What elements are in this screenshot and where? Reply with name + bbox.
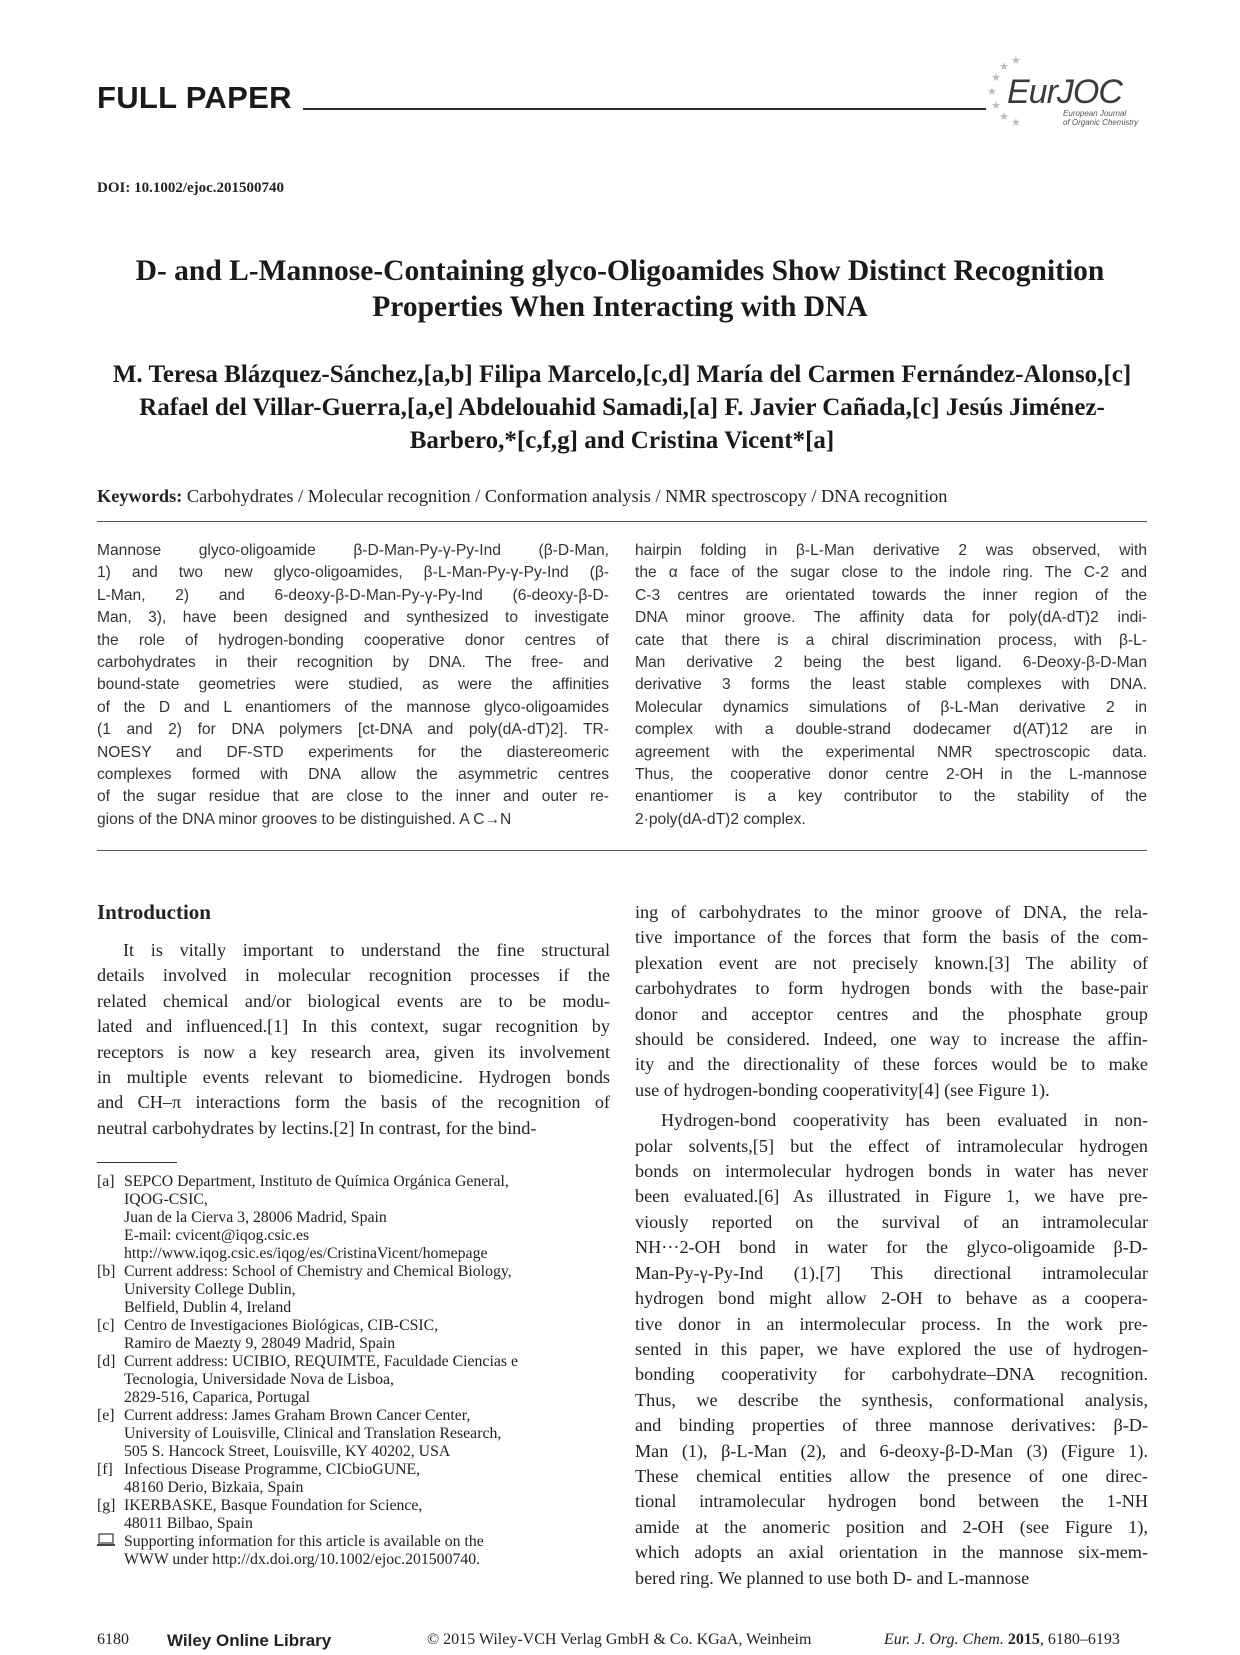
svg-text:★: ★	[999, 111, 1009, 123]
text-line: lated and influenced.[1] In this context, sugar recognition by	[97, 1016, 610, 1037]
text-line: and binding properties of three mannose derivatives: β-D-	[635, 1415, 1148, 1436]
text-line: Molecular dynamics simulations of β-L-Man derivative 2 in	[635, 698, 1147, 716]
author-line: M. Teresa Blázquez-Sánchez,[a,b] Filipa Marcelo,[c,d] María del Carmen Fernández-Alonso,[c]	[112, 361, 1132, 388]
journal-pages: , 6180–6193	[1039, 1631, 1120, 1648]
svg-text:★: ★	[1011, 55, 1021, 67]
text-line: the α face of the sugar close to the indole ring. The C-2 and	[635, 564, 1147, 582]
wiley-online-library-link[interactable]: Wiley Online Library	[167, 1631, 332, 1650]
text-line: enantiomer is a key contributor to the stability of the	[635, 788, 1147, 806]
svg-text:★: ★	[991, 72, 1001, 84]
text-line: bonds on intermolecular hydrogen bonds in water has never	[635, 1161, 1148, 1182]
text-line: polar solvents,[5] but the effect of intramolecular hydrogen	[635, 1135, 1148, 1156]
footnote-tag: [a]	[97, 1173, 115, 1190]
text-line: carbohydrates in their recognition by DNA. The free- and	[97, 654, 609, 672]
footnote-tag: [f]	[97, 1461, 113, 1478]
paragraph	[635, 900, 1148, 1103]
copyright: © 2015 Wiley-VCH Verlag GmbH & Co. KGaA, Weinheim	[427, 1631, 812, 1648]
text-line: been evaluated.[6] As illustrated in Figure 1, we have pre-	[635, 1186, 1148, 1207]
author-list	[97, 358, 1147, 457]
author-line: Rafael del Villar-Guerra,[a,e] Abdelouahid Samadi,[a] F. Javier Cañada,[c] Jesús Jiménez-	[139, 394, 1105, 421]
header-rule	[303, 108, 986, 110]
journal-logo	[985, 55, 1155, 130]
text-line: tive donor in an intermolecular process. In the work pre-	[635, 1313, 1148, 1334]
journal-citation	[884, 1631, 1120, 1649]
affiliation-footnotes	[97, 1173, 609, 1569]
text-line: the role of hydrogen-bonding cooperative donor centres of	[97, 631, 609, 649]
footnote-line: E-mail: cvicent@iqog.csic.es	[124, 1227, 310, 1244]
svg-text:★: ★	[999, 61, 1009, 73]
footnote-line: 505 S. Hancock Street, Louisville, KY 40202, USA	[124, 1443, 451, 1460]
text-line: which adopts an axial orientation in the mannose six-mem-	[635, 1542, 1148, 1563]
svg-text:★: ★	[1011, 117, 1021, 129]
footnote-line: Juan de la Cierva 3, 28006 Madrid, Spain	[124, 1209, 387, 1226]
footnote	[97, 1461, 609, 1497]
logo-wordmark: EurJOC	[1007, 73, 1122, 111]
footnote-line: Infectious Disease Programme, CICbioGUNE,	[124, 1461, 421, 1478]
text-line: neutral carbohydrates by lectins.[2] In contrast, for the bind-	[97, 1117, 537, 1138]
text-line: bered ring. We planned to use both D- and L-mannose	[635, 1567, 1030, 1588]
text-line: 2·poly(dA-dT)2 complex.	[635, 810, 806, 828]
footnote-line: Ramiro de Maezty 9, 28049 Madrid, Spain	[124, 1335, 396, 1352]
journal-name: Eur. J. Org. Chem.	[884, 1631, 1004, 1648]
section-heading: Introduction	[97, 900, 211, 924]
text-line: 1) and two new glyco-oligoamides, β-L-Man-Py-γ-Py-Ind (β-	[97, 564, 609, 582]
svg-text:★: ★	[991, 100, 1001, 112]
text-line: complex with a double-strand dodecamer d(AT)12 are in	[635, 721, 1147, 739]
text-line: details involved in molecular recognition processes if the	[97, 965, 610, 986]
abstract-bottom-rule	[97, 850, 1147, 851]
footnote-tag: [e]	[97, 1407, 115, 1424]
footnote-line: IQOG-CSIC,	[124, 1191, 208, 1208]
footnote-line: http://www.iqog.csic.es/iqog/es/CristinaVicent/homepage	[124, 1245, 488, 1262]
text-line: and CH–π interactions form the basis of the recognition of	[97, 1092, 610, 1113]
footnote	[97, 1497, 609, 1533]
text-line: cate that there is a chiral discrimination process, with β-L-	[635, 631, 1147, 649]
text-line: NH···2-OH bond in water for the glyco-oligoamide β-D-	[635, 1237, 1148, 1258]
text-line: bonding cooperativity for carbohydrate–DNA recognition.	[635, 1364, 1148, 1385]
text-line: agreement with the experimental NMR spectroscopic data.	[635, 743, 1147, 761]
text-line: related chemical and/or biological events are to be modu-	[97, 990, 610, 1011]
footnote-line: Tecnologia, Universidade Nova de Lisboa,	[124, 1371, 394, 1388]
text-line: derivative 3 forms the least stable complexes with DNA.	[635, 676, 1147, 694]
footnote-line: Centro de Investigaciones Biológicas, CIB-CSIC,	[124, 1317, 439, 1334]
footnote-line: IKERBASKE, Basque Foundation for Science,	[124, 1497, 423, 1514]
footnote	[97, 1263, 609, 1317]
text-line: Man derivative 2 being the best ligand. 6-Deoxy-β-D-Man	[635, 654, 1147, 672]
text-line: viously reported on the survival of an intramolecular	[635, 1211, 1148, 1232]
text-line: of the D and L enantiomers of the mannose glyco-oligoamides	[97, 698, 609, 716]
keywords-label: Keywords:	[97, 486, 183, 506]
article-title	[100, 253, 1140, 325]
text-line: amide at the anomeric position and 2-OH (see Figure 1),	[635, 1516, 1148, 1537]
keywords	[97, 486, 947, 507]
doi: DOI: 10.1002/ejoc.201500740	[97, 180, 285, 196]
text-line: Man-Py-γ-Py-Ind (1).[7] This directional intramolecular	[635, 1262, 1148, 1283]
footnote-tag: [b]	[97, 1263, 116, 1280]
abstract-right	[635, 540, 1147, 831]
abstract-left	[97, 540, 609, 831]
footnote-line: Current address: James Graham Brown Cancer Center,	[124, 1407, 471, 1424]
footnote	[97, 1407, 609, 1461]
text-line: (1 and 2) for DNA polymers [ct-DNA and poly(dA-dT)2]. TR-	[97, 721, 609, 739]
text-line: plexation event are not precisely known.[3] The ability of	[635, 952, 1148, 973]
text-line: of the sugar residue that are close to the inner and outer re-	[97, 788, 609, 806]
footnote-line: 48011 Bilbao, Spain	[124, 1515, 253, 1532]
text-line: use of hydrogen-bonding cooperativity[4] (see Figure 1).	[635, 1079, 1050, 1100]
text-line: donor and acceptor centres and the phosphate group	[635, 1003, 1148, 1024]
text-line: DNA minor groove. The affinity data for poly(dA-dT)2 indi-	[635, 609, 1147, 627]
footnote	[97, 1317, 609, 1353]
intro-left-column	[97, 938, 610, 1141]
section-label: FULL PAPER	[97, 80, 292, 115]
footnote-line: Belfield, Dublin 4, Ireland	[124, 1299, 292, 1316]
text-line: gions of the DNA minor grooves to be distinguished. A C→N	[97, 810, 512, 828]
abstract-top-rule	[97, 521, 1147, 522]
text-line: It is vitally important to understand the fine structural	[123, 940, 610, 960]
footnote	[97, 1353, 609, 1407]
journal-year: 2015	[1007, 1631, 1040, 1648]
text-line: Thus, the cooperative donor centre 2-OH in the L-mannose	[635, 766, 1147, 784]
text-line: NOESY and DF-STD experiments for the diastereomeric	[97, 743, 609, 761]
text-line: Mannose glyco-oligoamide β-D-Man-Py-γ-Py-Ind (β-D-Man,	[97, 542, 609, 559]
footnote-line: SEPCO Department, Instituto de Química Orgánica General,	[124, 1173, 509, 1190]
footnote-tag: [c]	[97, 1317, 115, 1334]
footnote-line: University College Dublin,	[124, 1281, 296, 1298]
text-line: complexes formed with DNA allow the asymmetric centres	[97, 766, 609, 784]
footnote-line: Current address: School of Chemistry and Chemical Biology,	[124, 1263, 512, 1280]
text-line: tive importance of the forces that form the basis of the com-	[635, 927, 1148, 948]
footnote-tag: [d]	[97, 1353, 116, 1370]
paragraph	[635, 1108, 1148, 1591]
footnote	[97, 1173, 609, 1263]
text-line: receptors is now a key research area, given its involvement	[97, 1041, 610, 1062]
text-line: These chemical entities allow the presence of one direc-	[635, 1465, 1148, 1486]
text-line: ity and the directionality of these forces would be to make	[635, 1054, 1148, 1075]
keywords-list: Carbohydrates / Molecular recognition / Conformation analysis / NMR spectroscopy / DNA recognition	[186, 486, 948, 506]
footnote-line: WWW under http://dx.doi.org/10.1002/ejoc.201500740.	[124, 1551, 481, 1568]
title-line: Properties When Interacting with DNA	[372, 291, 868, 323]
footnote-line: University of Louisville, Clinical and Translation Research,	[124, 1425, 502, 1442]
logo-subtitle-2: of Organic Chemistry	[1063, 118, 1139, 127]
page-number: 6180	[97, 1631, 129, 1648]
logo-subtitle: European Journal	[1063, 109, 1127, 118]
text-line: Man (1), β-L-Man (2), and 6-deoxy-β-D-Man (3) (Figure 1).	[635, 1440, 1148, 1461]
text-line: hydrogen bond might allow 2-OH to behave as a coopera-	[635, 1288, 1148, 1309]
text-line: Man, 3), have been designed and synthesized to investigate	[97, 609, 609, 627]
text-line: Hydrogen-bond cooperativity has been evaluated in non-	[661, 1110, 1148, 1131]
text-line: bound-state geometries were studied, as were the affinities	[97, 676, 609, 694]
footnote	[97, 1533, 609, 1569]
author-line: Barbero,*[c,f,g] and Cristina Vicent*[a]	[409, 427, 835, 454]
text-line: hairpin folding in β-L-Man derivative 2 was observed, with	[635, 542, 1147, 559]
text-line: sented in this paper, we have explored the use of hydrogen-	[635, 1338, 1148, 1359]
computer-icon	[97, 1533, 124, 1552]
text-line: should be considered. Indeed, one way to increase the affin-	[635, 1029, 1148, 1050]
text-line: ing of carbohydrates to the minor groove of DNA, the rela-	[635, 902, 1148, 922]
footnote-line: Supporting information for this article is available on the	[124, 1533, 484, 1550]
text-line: C-3 centres are orientated towards the inner region of the	[635, 586, 1147, 604]
footnote-tag: [g]	[97, 1497, 116, 1514]
text-line: Thus, we describe the synthesis, conformational analysis,	[635, 1389, 1148, 1410]
intro-right-column	[635, 900, 1148, 1591]
text-line: tional intramolecular hydrogen bond between the 1-NH	[635, 1491, 1148, 1512]
text-line: in multiple events relevant to biomedicine. Hydrogen bonds	[97, 1067, 610, 1088]
text-line: carbohydrates to form hydrogen bonds with the base-pair	[635, 978, 1148, 999]
footnote-line: 2829-516, Caparica, Portugal	[124, 1389, 311, 1406]
text-line: L-Man, 2) and 6-deoxy-β-D-Man-Py-γ-Py-Ind (6-deoxy-β-D-	[97, 586, 609, 604]
svg-text:★: ★	[987, 86, 997, 98]
footnote-line: Current address: UCIBIO, REQUIMTE, Faculdade Ciencias e	[124, 1353, 518, 1370]
title-line: D- and L-Mannose-Containing glyco-Oligoamides Show Distinct Recognition	[135, 255, 1105, 287]
footnote-rule	[97, 1162, 177, 1163]
footnote-line: 48160 Derio, Bizkaia, Spain	[124, 1479, 304, 1496]
